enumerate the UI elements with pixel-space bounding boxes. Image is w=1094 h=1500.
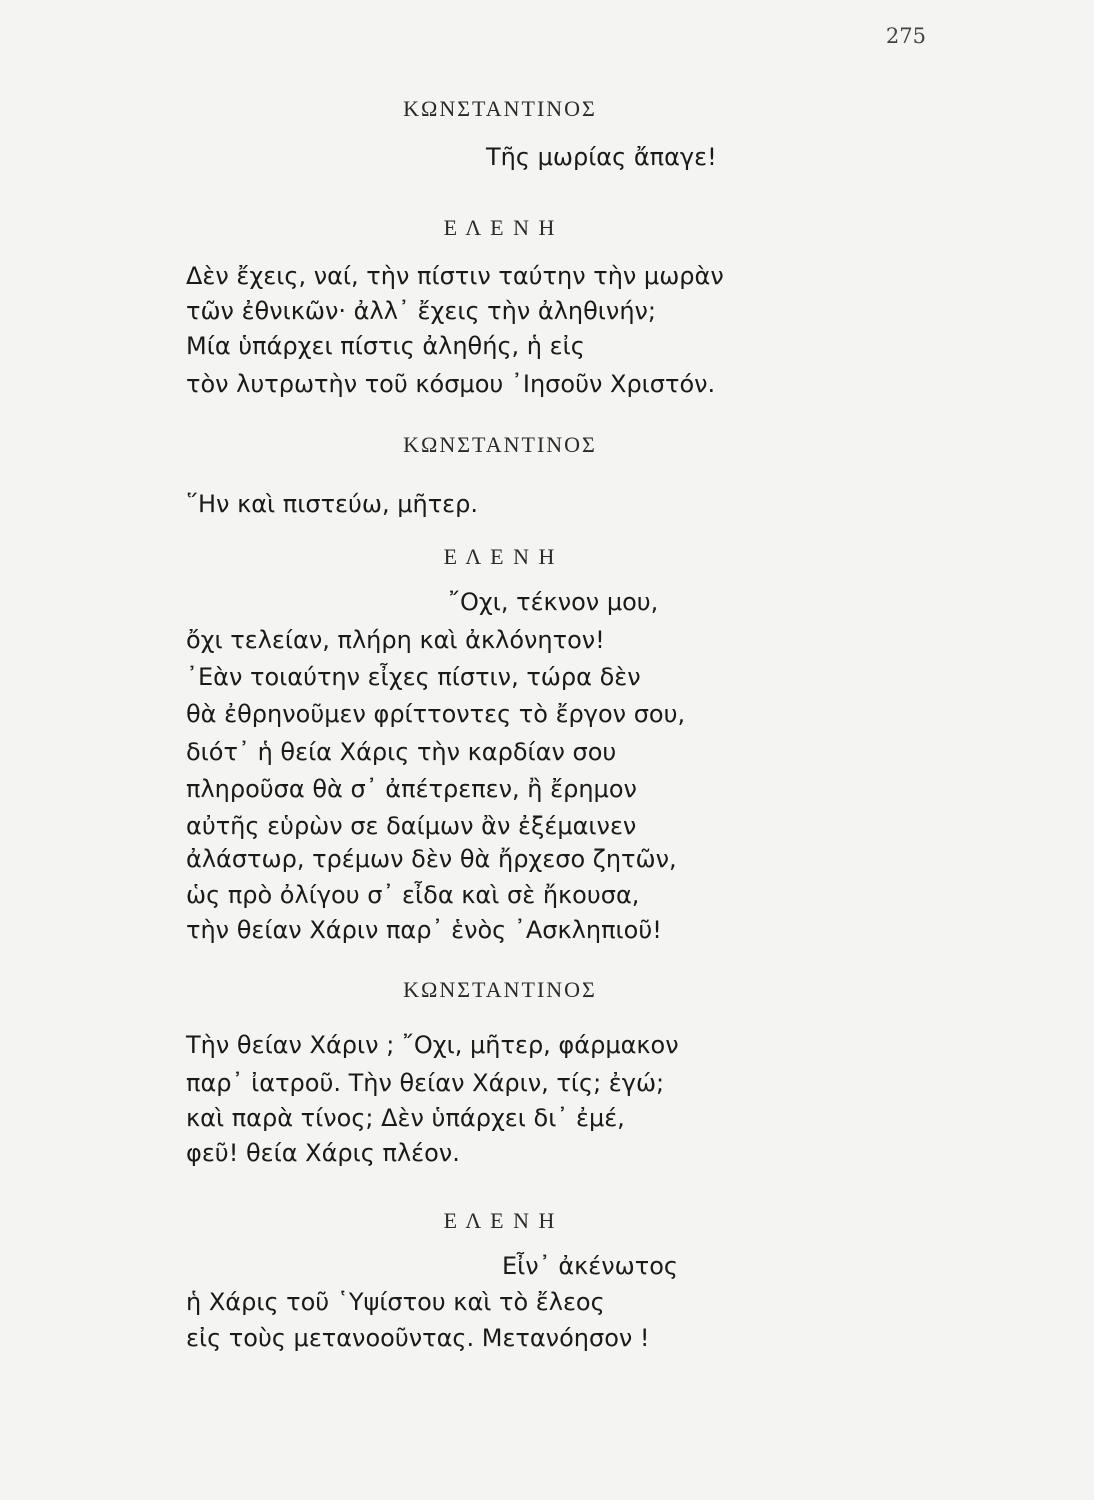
verse-line: τὴν θείαν Χάριν παρ᾽ ἑνὸς ᾿Ασκληπιοῦ! bbox=[186, 916, 662, 944]
verse-line: θὰ ἐθρηνοῦμεν φρίττοντες τὸ ἔργον σου, bbox=[186, 700, 686, 728]
verse-line: Τὴν θείαν Χάριν ; ῎Οχι, μῆτερ, φάρμακον bbox=[186, 1031, 679, 1059]
speaker-heading: ΚΩΝΣΤΑΝΤΙΝΟΣ bbox=[403, 977, 597, 1002]
verse-line: αὐτῆς εὑρὼν σε δαίμων ἂν ἐξέμαινεν bbox=[186, 812, 637, 840]
verse-line: καὶ παρὰ τίνος; Δὲν ὑπάρχει δι᾽ ἐμέ, bbox=[186, 1104, 625, 1132]
verse-line: ἀλάστωρ, τρέμων δὲν θὰ ἤρχεσο ζητῶν, bbox=[186, 845, 677, 873]
verse-line: φεῦ! θεία Χάρις πλέον. bbox=[186, 1139, 460, 1167]
verse-line: Τῆς μωρίας ἄπαγε! bbox=[486, 143, 717, 171]
verse-line: Δὲν ἔχεις, ναί, τὴν πίστιν ταύτην τὴν μωρὰν bbox=[186, 262, 724, 290]
verse-line: Μία ὑπάρχει πίστις ἀληθής, ἡ εἰς bbox=[186, 332, 585, 360]
speaker-heading: Ε Λ Ε Ν Η bbox=[443, 544, 557, 569]
verse-line: τῶν ἐθνικῶν· ἀλλ᾽ ἔχεις τὴν ἀληθινήν; bbox=[186, 297, 657, 325]
verse-line: πληροῦσα θὰ σ᾽ ἀπέτρεπεν, ἢ ἔρημον bbox=[186, 775, 637, 803]
speaker-heading: ΚΩΝΣΤΑΝΤΙΝΟΣ bbox=[403, 96, 597, 121]
speaker-heading: Ε Λ Ε Ν Η bbox=[443, 1208, 557, 1233]
verse-line: τὸν λυτρωτὴν τοῦ κόσμου ᾿Ιησοῦν Χριστόν. bbox=[186, 370, 716, 398]
verse-line: ὄχι τελείαν, πλήρη καὶ ἀκλόνητον! bbox=[186, 626, 605, 654]
verse-line: Εἶν᾽ ἀκένωτος bbox=[502, 1252, 678, 1280]
speaker-heading: Ε Λ Ε Ν Η bbox=[443, 215, 557, 240]
page-number: 275 bbox=[885, 24, 926, 48]
verse-line: ῎Οχι, τέκνον μου, bbox=[448, 588, 659, 616]
verse-line: εἰς τοὺς μετανοοῦντας. Μετανόησον ! bbox=[186, 1324, 650, 1352]
verse-line: ᾿Εὰν τοιαύτην εἶχες πίστιν, τώρα δὲν bbox=[186, 663, 641, 691]
verse-line: ἡ Χάρις τοῦ ῾Υψίστου καὶ τὸ ἔλεος bbox=[186, 1288, 605, 1316]
verse-line: ῞Ην καὶ πιστεύω, μῆτερ. bbox=[186, 490, 479, 518]
verse-line: διότ᾽ ἡ θεία Χάρις τὴν καρδίαν σου bbox=[186, 738, 617, 766]
verse-line: ὡς πρὸ ὀλίγου σ᾽ εἶδα καὶ σὲ ἤκουσα, bbox=[186, 881, 640, 909]
verse-line: παρ᾽ ἰατροῦ. Τὴν θείαν Χάριν, τίς; ἐγώ; bbox=[186, 1069, 665, 1097]
speaker-heading: ΚΩΝΣΤΑΝΤΙΝΟΣ bbox=[403, 432, 597, 457]
